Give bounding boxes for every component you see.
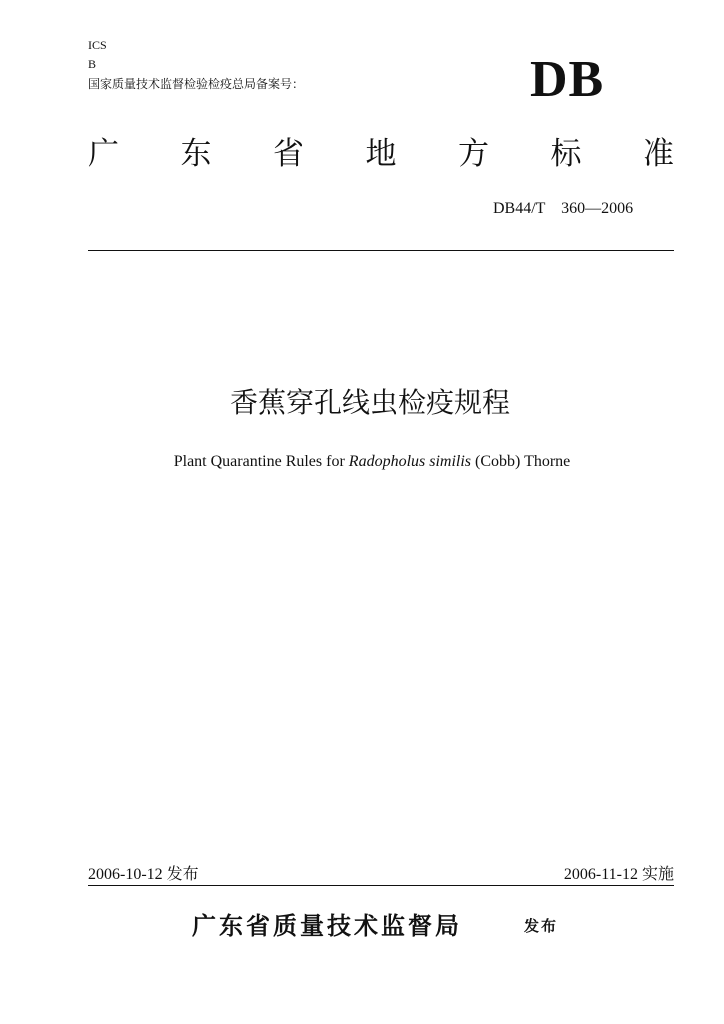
title-char: 地 (365, 136, 397, 172)
publish-date (88, 864, 199, 885)
implement-date-value: 2006-11-12 (563, 866, 638, 883)
publish-date-value: 2006-10-12 (88, 866, 163, 883)
classification-code: B (88, 57, 97, 71)
title-en-species: Radopholus similis (348, 453, 472, 470)
title-char: 标 (550, 136, 582, 172)
title-en-suffix: (Cobb) Thorne (471, 453, 571, 470)
title-char: 方 (458, 136, 489, 172)
title-en-prefix: Plant Quarantine Rules for (173, 453, 349, 470)
filing-number-label: 国家质量技术监督检验检疫总局备案号： (88, 77, 305, 91)
title-char: 广 (88, 136, 119, 172)
publish-label: 发布 (166, 864, 199, 883)
document-title-en (0, 452, 724, 472)
title-char: 东 (180, 136, 212, 172)
header-divider (88, 250, 674, 251)
standard-category-title (88, 136, 674, 172)
issuing-authority: 广东省质量技术监督局 (192, 912, 462, 940)
standard-number: DB44/T 360—2006 (493, 200, 634, 217)
title-char: 准 (643, 136, 674, 172)
footer-divider (88, 885, 674, 886)
db-logo: DB (530, 51, 605, 108)
authority-issue-label: 发布 (524, 917, 559, 935)
implement-date (564, 864, 674, 885)
implement-label: 实施 (641, 864, 674, 883)
document-title-cn: 香蕉穿孔线虫检疫规程 (229, 386, 510, 419)
title-char: 省 (273, 136, 304, 172)
ics-code: ICS (88, 38, 107, 52)
